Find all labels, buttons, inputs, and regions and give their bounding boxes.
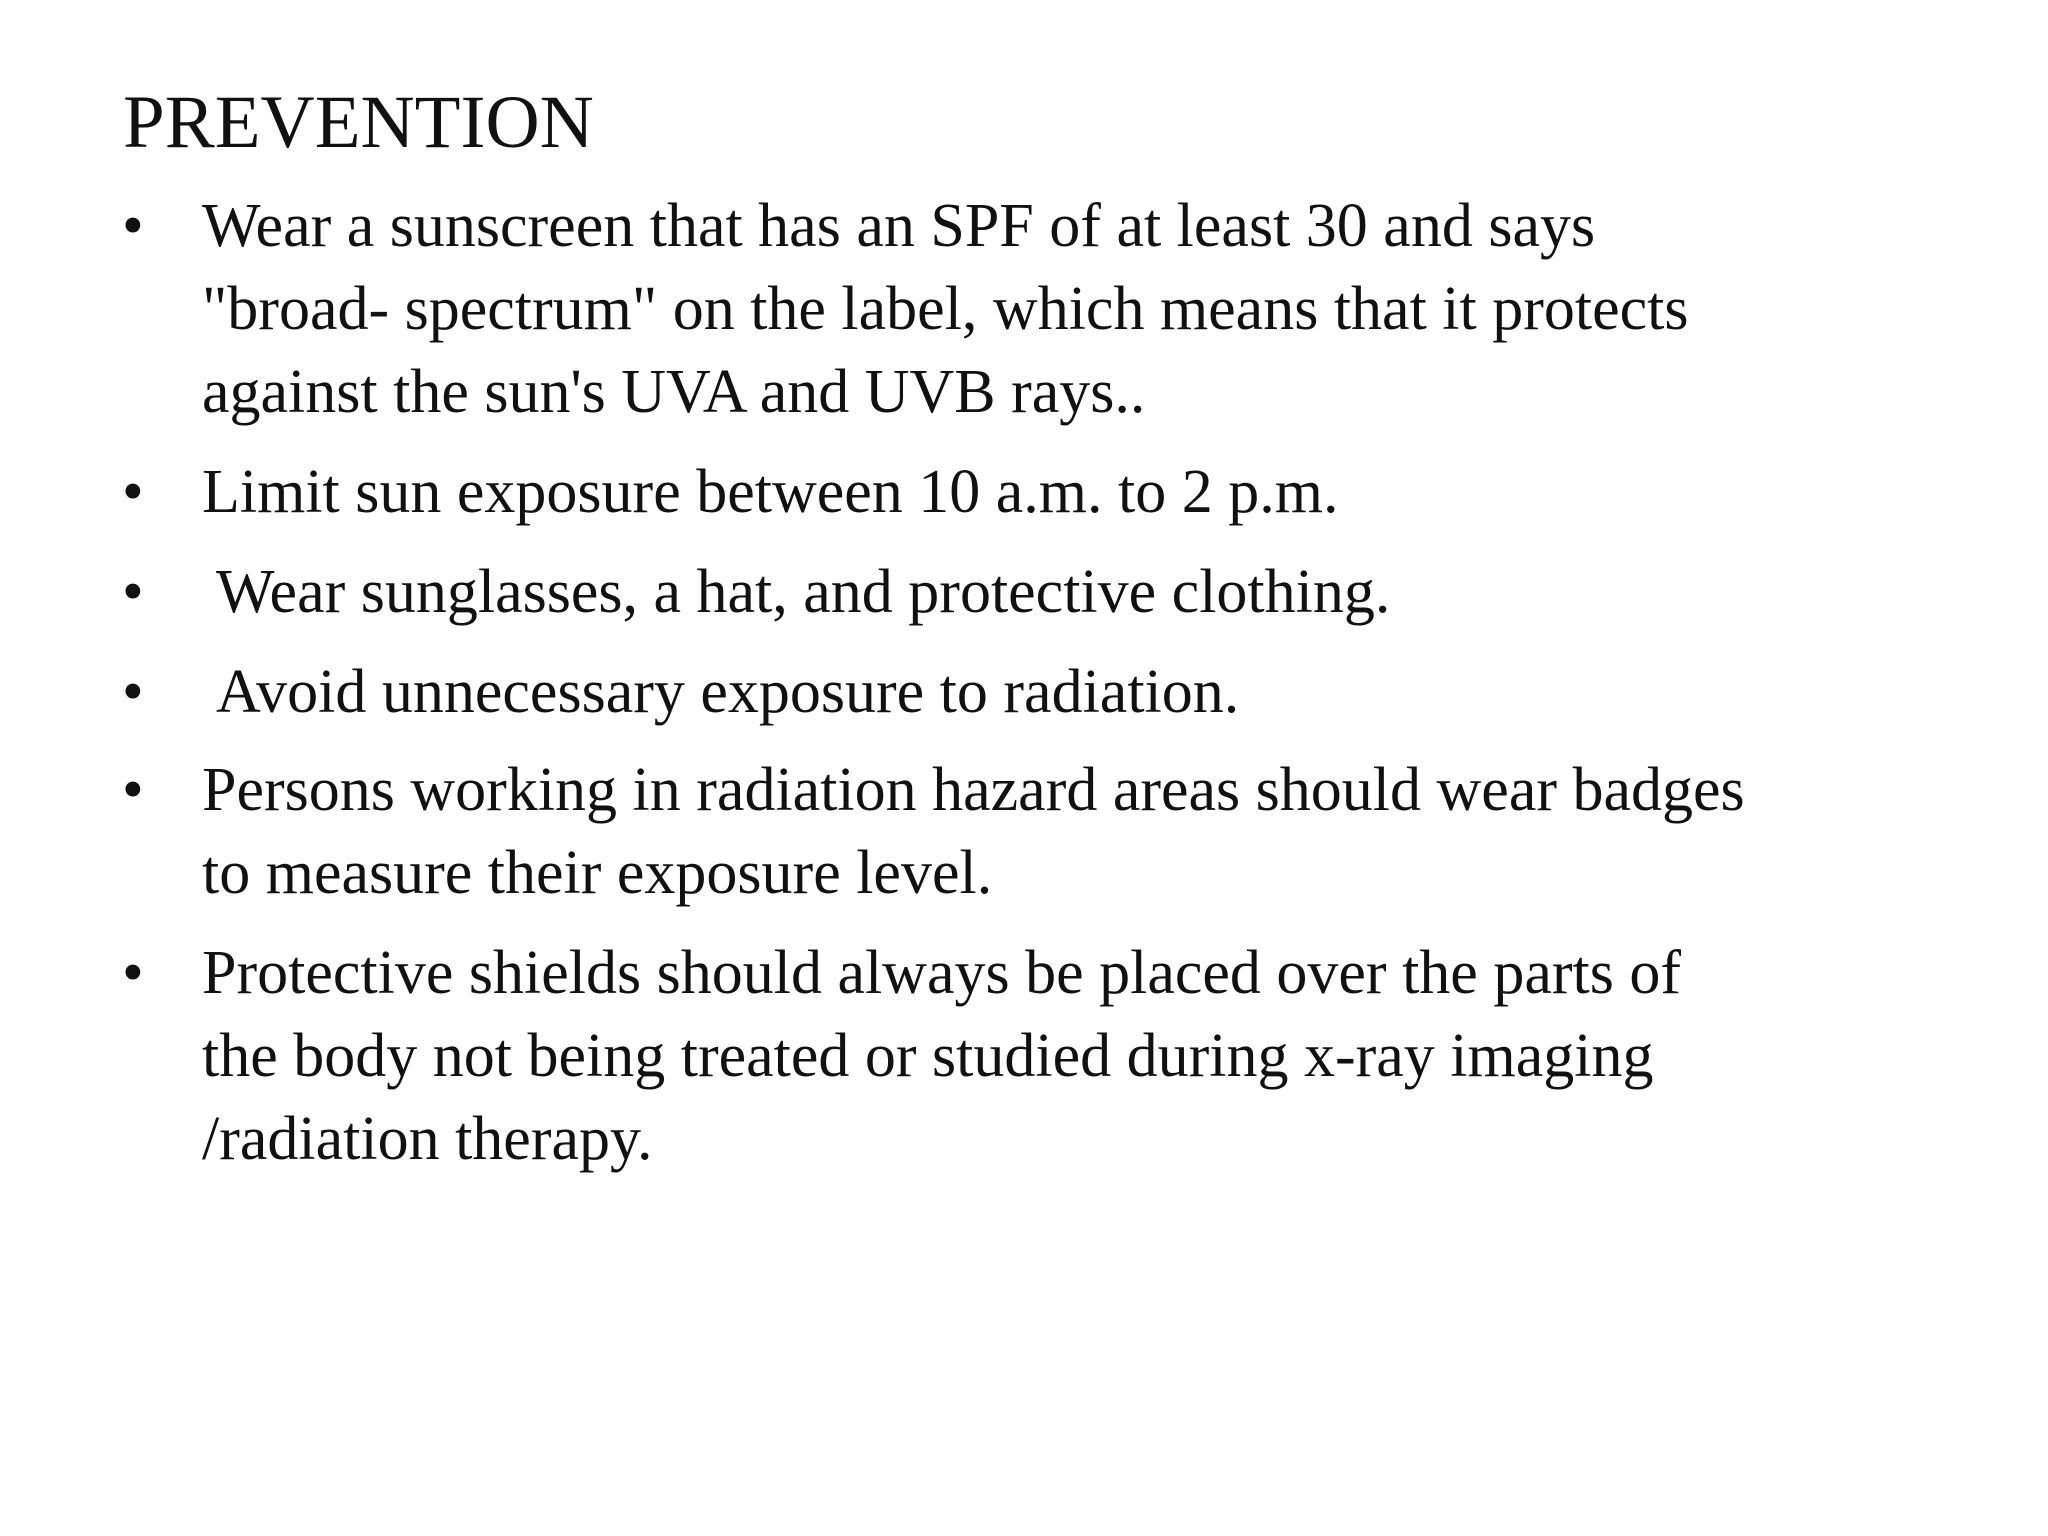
bullet-icon: •: [122, 756, 144, 824]
bullet-text: Limit sun exposure between 10 a.m. to 2 p.m.: [202, 458, 1339, 526]
bullet-icon: •: [122, 939, 144, 1007]
bullet-text: Protective shields should always be placed over the parts of the body not being treated or studied during x-ray imaging /radiation therapy.: [202, 939, 1681, 1173]
bullet-icon: •: [122, 658, 144, 726]
bullet-icon: •: [122, 458, 144, 526]
bullet-icon: •: [122, 558, 144, 626]
slide-title: PREVENTION: [123, 81, 594, 164]
bullet-text: Persons working in radiation hazard areas should wear badges to measure their exposure level.: [202, 756, 1745, 907]
bullet-icon: •: [122, 192, 144, 260]
bullet-text: Wear sunglasses, a hat, and protective clothing.: [216, 558, 1391, 626]
bullet-text: Wear a sunscreen that has an SPF of at least 30 and says "broad- spectrum" on the label, which means that it protects against the sun's UVA and UVB rays..: [202, 192, 1689, 426]
bullet-text: Avoid unnecessary exposure to radiation.: [216, 658, 1240, 726]
